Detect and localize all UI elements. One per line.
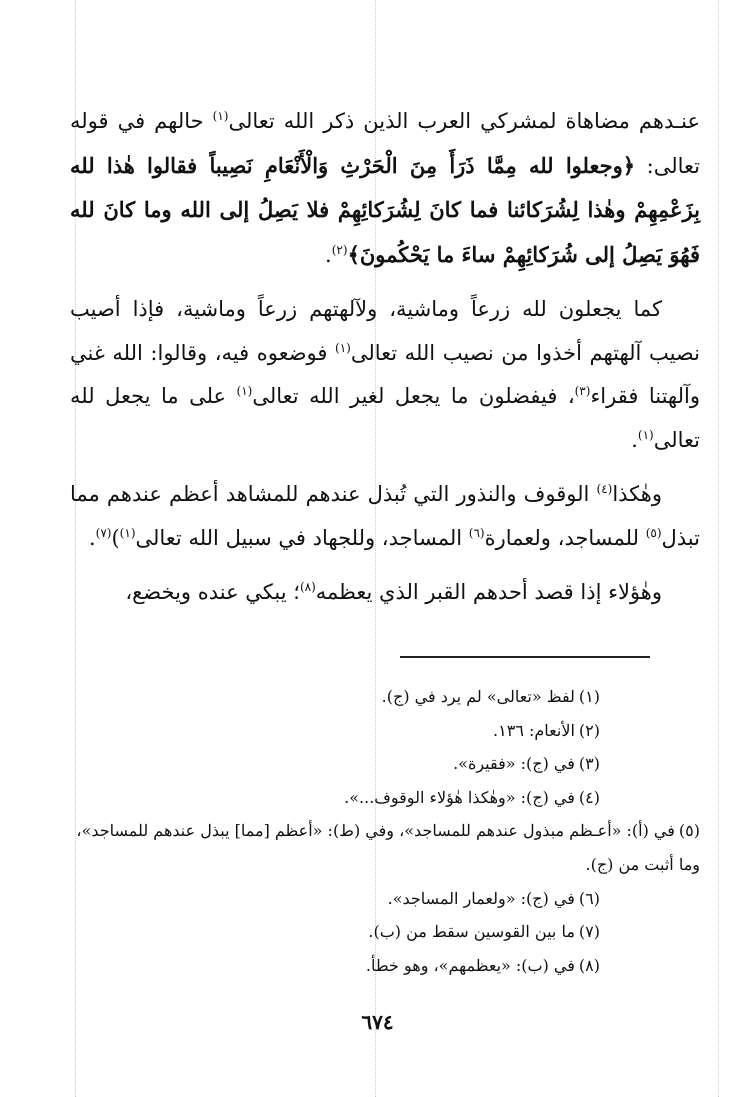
footnote-marker: (٧) <box>95 525 112 540</box>
footnote-item <box>70 949 600 983</box>
footnote-marker: (٦) <box>468 525 485 540</box>
footnote-item <box>70 680 600 714</box>
footnote-number: (١) <box>578 687 600 706</box>
footnote-marker: (١) <box>236 384 253 398</box>
text-segment: وهٰكذا <box>612 482 662 506</box>
footnote-item <box>70 747 600 781</box>
quran-verse: ﴿وجعلوا لله مِمَّا ذَرَأَ مِنَ الْحَرْثِ وَالْأَنْعَامِ نَصِيباً فقالوا هٰذا لله بِزَعْمِهِمْ وهٰذا لِشُرَكائنا فما كانَ لِشُرَكائِهِمْ فلا يَصِلُ إلى الله وما كانَ لله فَهُوَ يَصِلُ إلى شُرَكائِهِمْ ساءَ ما يَحْكُمونَ﴾ <box>70 152 700 267</box>
footnote-text: في (ج): «ولعمار المساجد». <box>387 888 575 908</box>
body-paragraph <box>70 100 700 277</box>
footnote-marker: (١) <box>335 340 351 355</box>
footnote-text: في (ج): «وهٰكذا هٰؤلاء الوقوف...». <box>344 787 575 807</box>
scan-guide-line <box>718 0 719 1097</box>
footnote-marker: (٨) <box>299 580 316 594</box>
footnote-text: لفظ «تعالى» لم يرد في (ج). <box>381 687 575 706</box>
footnote-text: في (ج): «فقيرة». <box>453 754 575 774</box>
text-segment: ؛ يبكي عنده ويخضع، <box>125 580 300 604</box>
footnote-marker: (٣) <box>574 384 591 398</box>
footnote-marker: (٢) <box>331 242 348 257</box>
footnote-text: الأنعام: ١٣٦. <box>493 720 575 740</box>
footnote-item <box>70 915 600 949</box>
footnote-number: (٢) <box>578 720 600 740</box>
text-segment: ، فيفضلون ما يجعل لغير الله تعالى <box>252 384 575 408</box>
text-segment: الوقوف والنذور التي تُبذل عندهم للمشاهد أعظم عندهم مما تبذل <box>70 482 700 550</box>
footnote-text: في (ب): «يعظمهم»، وهو خطأ. <box>365 955 575 975</box>
footnote-number: (٦) <box>578 888 600 908</box>
text-segment: المساجد، وللجهاد في سبيل الله تعالى <box>135 525 469 550</box>
body-paragraph <box>70 571 700 615</box>
text-segment: . <box>631 427 638 452</box>
footnote-item <box>70 882 600 916</box>
text-segment: ) <box>111 525 120 550</box>
main-text <box>70 100 700 626</box>
text-segment: فوضعوه فيه، وقالوا: الله غني وآلهتنا فقراء <box>70 340 700 408</box>
footnote-marker: (١) <box>119 525 136 540</box>
body-paragraph <box>70 473 700 560</box>
footnote-number: (٤) <box>578 787 600 807</box>
footnote-separator <box>400 656 650 658</box>
footnote-number: (٧) <box>578 922 600 942</box>
footnote-marker: (١) <box>637 427 654 442</box>
text-segment: للمساجد، ولعمارة <box>484 525 646 550</box>
footnote-marker: (٤) <box>596 482 613 496</box>
footnote-text: في (أ): «أعـظم مبذول عندهم للمساجد»، وفي (ط): «أعظم [مما] يبذل عندهم للمساجد»، وما أثبت من (ج). <box>76 821 700 874</box>
footnote-text: ما بين القوسين سقط من (ب). <box>368 922 575 942</box>
footnote-marker: (١) <box>212 109 229 123</box>
text-segment: حالهم في قوله تعالى: <box>70 109 701 178</box>
text-segment: وهٰؤلاء إذا قصد أحدهم القبر الذي يعظمه <box>315 580 662 604</box>
footnote-item <box>70 714 600 748</box>
text-segment: . <box>88 525 96 550</box>
footnote-number: (٨) <box>578 955 600 975</box>
footnote-item <box>70 781 600 815</box>
text-segment: عنـدهم مضاهاة لمشركي العرب الذين ذكر الله تعالى <box>228 109 700 133</box>
footnote-number: (٥) <box>678 821 700 841</box>
text-segment: كما يجعلون لله زرعاً وماشية، ولآلهتهم زرعاً وماشية، فإذا أصيب نصيب آلهتهم أخذوا من نصيب الله تعالى <box>70 297 700 365</box>
footnotes <box>70 680 700 982</box>
page-number: ٦٧٤ <box>361 1010 394 1034</box>
text-segment: على ما يجعل لله تعالى <box>70 384 700 452</box>
text-segment: . <box>325 242 332 267</box>
footnote-marker: (٥) <box>645 525 662 540</box>
footnote-item <box>70 814 700 881</box>
footnote-number: (٣) <box>578 754 600 774</box>
body-paragraph <box>70 288 700 462</box>
